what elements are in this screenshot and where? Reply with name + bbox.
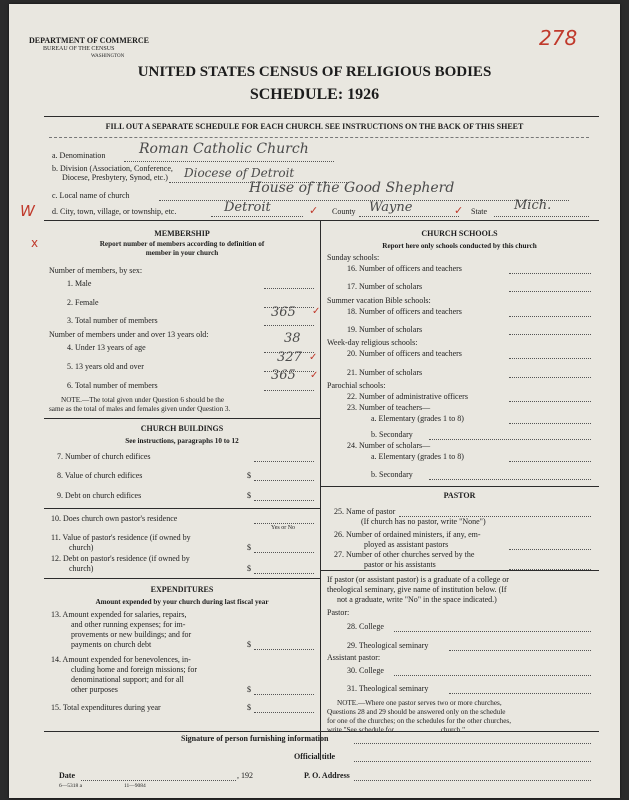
q19: 19. Number of scholars	[347, 325, 423, 334]
q11-dollar: $	[247, 543, 251, 552]
q7-line	[254, 461, 314, 462]
q23: 23. Number of teachers—	[347, 403, 431, 412]
city-line	[211, 216, 303, 217]
q9-dollar: $	[247, 491, 251, 500]
state-label: State	[471, 207, 487, 216]
q28: 28. College	[347, 622, 384, 631]
dashed-rule	[49, 137, 589, 138]
q23b-line	[429, 439, 591, 440]
census-form-sheet	[9, 4, 620, 798]
city-label-field: d. City, town, village, or township, etc.	[52, 207, 177, 216]
buildings-title: CHURCH BUILDINGS	[140, 424, 224, 433]
q14-dollar: $	[247, 685, 251, 694]
red-check-mark-q6: ✓	[310, 370, 319, 381]
q30: 30. College	[347, 666, 384, 675]
q23-secondary: b. Secondary	[371, 430, 413, 439]
q21: 21. Number of scholars	[347, 368, 423, 377]
county-label: County	[332, 207, 356, 216]
weekday-schools-label: Week-day religious schools:	[327, 338, 418, 347]
local-name-line	[159, 200, 569, 201]
pastor-note-2: Questions 28 and 29 should be answered only on the schedule	[327, 708, 506, 716]
city-value: Detroit	[224, 200, 271, 215]
print-number: 11—9084	[124, 783, 146, 789]
schools-title: CHURCH SCHOOLS	[421, 229, 498, 238]
red-check-mark-q5: ✓	[309, 352, 318, 363]
q11-church: church)	[69, 543, 94, 552]
q25-hint: (If church has no pastor, write "None")	[361, 517, 486, 526]
sunday-schools-label: Sunday schools:	[327, 253, 380, 262]
q12-line	[254, 573, 314, 574]
q14-line-3: denominational support; and for all	[71, 675, 184, 684]
q18: 18. Number of officers and teachers	[347, 307, 462, 316]
q23-elementary: a. Elementary (grades 1 to 8)	[371, 414, 464, 423]
summer-schools-label: Summer vacation Bible schools:	[327, 296, 431, 305]
q24: 24. Number of scholars—	[347, 441, 431, 450]
red-check-mark-q3: ✓	[312, 306, 321, 317]
q5-value: 327	[277, 350, 302, 365]
po-address-line	[354, 780, 591, 781]
membership-note-1: NOTE.—The total given under Question 6 should be the	[61, 396, 225, 404]
q3-line	[264, 325, 314, 326]
q28-line	[394, 631, 591, 632]
q13-line-2: and other running expenses; for im-	[71, 620, 186, 629]
division-value: Diocese of Detroit	[184, 166, 295, 180]
q9-debt-edifices: 9. Debt on church edifices	[57, 491, 142, 500]
graduate-note-1: If pastor (or assistant pastor) is a graduate of a college or	[327, 575, 509, 584]
q17-line	[509, 291, 591, 292]
po-address-label: P. O. Address	[304, 771, 350, 780]
yes-or-no-hint: Yes or No	[271, 525, 296, 531]
parochial-schools-label: Parochial schools:	[327, 381, 386, 390]
q24-elementary: a. Elementary (grades 1 to 8)	[371, 452, 464, 461]
q29-line	[449, 650, 591, 651]
residence-rule	[44, 578, 320, 579]
assistant-pastor-label: Assistant pastor:	[327, 653, 381, 662]
handwritten-number-mark: 278	[539, 26, 578, 50]
denomination-line	[124, 161, 334, 162]
q29: 29. Theological seminary	[347, 641, 429, 650]
q23a-line	[509, 423, 591, 424]
membership-title: MEMBERSHIP	[154, 229, 210, 238]
q25: 25. Name of pastor	[334, 507, 396, 516]
section-rule	[44, 220, 599, 221]
bureau-label: BUREAU OF THE CENSUS	[43, 46, 115, 52]
q10-line	[254, 523, 314, 524]
q22-line	[509, 401, 591, 402]
q13-line-4: payments on church debt	[71, 640, 152, 649]
members-by-sex-label: Number of members, by sex:	[49, 266, 143, 275]
q22: 22. Number of administrative officers	[347, 392, 468, 401]
q31-line	[449, 693, 591, 694]
membership-rule	[44, 418, 320, 419]
membership-subtitle-2: member in your church	[145, 249, 219, 257]
official-title-label: Official title	[294, 752, 336, 761]
q21-line	[509, 377, 591, 378]
pastor-title: PASTOR	[443, 491, 476, 500]
q3-value: 365	[271, 305, 296, 320]
q5-over-13: 5. 13 years old and over	[67, 362, 144, 371]
footer-rule	[44, 731, 599, 732]
q24-secondary: b. Secondary	[371, 470, 413, 479]
q15-total: 15. Total expenditures during year	[51, 703, 161, 712]
date-label: Date	[59, 771, 75, 780]
signature-label: Signature of person furnishing information	[181, 734, 329, 743]
county-line	[359, 216, 459, 217]
q19-line	[509, 334, 591, 335]
q1-line	[264, 288, 314, 289]
q11-line	[254, 552, 314, 553]
q13-line-1: 13. Amount expended for salaries, repairs,	[51, 610, 187, 619]
department-label: DEPARTMENT OF COMMERCE	[29, 36, 150, 45]
q16-line	[509, 273, 591, 274]
q9-line	[254, 500, 314, 501]
age-header: Number of members under and over 13 years old:	[49, 330, 209, 339]
pastor-note-1: NOTE.—Where one pastor serves two or more churches,	[337, 699, 502, 707]
division-label-2: Diocese, Presbytery, Synod, etc.)	[62, 173, 168, 182]
division-label: b. Division (Association, Conference,	[52, 164, 173, 173]
buildings-subtitle: See instructions, paragraphs 10 to 12	[125, 437, 239, 445]
q6-line	[264, 390, 314, 391]
q15-line	[254, 712, 314, 713]
denomination-value: Roman Catholic Church	[139, 141, 309, 157]
q16: 16. Number of officers and teachers	[347, 264, 462, 273]
margin-mark-w: W	[20, 202, 35, 220]
pastor-rule	[320, 570, 599, 571]
q18-line	[509, 316, 591, 317]
membership-subtitle-1: Report number of members according to definition of	[99, 240, 265, 248]
q3-total: 3. Total number of members	[67, 316, 158, 325]
q1-male: 1. Male	[67, 279, 92, 288]
q10-owns-residence: 10. Does church own pastor's residence	[51, 514, 178, 523]
q26-line-1: 26. Number of ordained ministers, if any, em-	[334, 530, 481, 539]
q13-line	[254, 649, 314, 650]
local-name-value: House of the Good Shepherd	[249, 180, 455, 196]
q11-value-residence: 11. Value of pastor's residence (if owned by	[51, 533, 191, 542]
graduate-note-2: theological seminary, give name of institution below. (If	[327, 585, 507, 594]
q13-dollar: $	[247, 640, 251, 649]
q31: 31. Theological seminary	[347, 684, 429, 693]
city-label: WASHINGTON	[91, 54, 125, 59]
q13-line-3: provements or new buildings; and for	[71, 630, 192, 639]
red-check-mark-city: ✓	[309, 204, 319, 217]
red-check-mark-county: ✓	[454, 204, 464, 217]
form-number: 6—5318 a	[59, 783, 83, 789]
year-label: , 192	[237, 771, 253, 780]
q20: 20. Number of officers and teachers	[347, 349, 462, 358]
q7-edifices: 7. Number of church edifices	[57, 452, 151, 461]
q30-line	[394, 675, 591, 676]
q12-church: church)	[69, 564, 94, 573]
expenditures-title: EXPENDITURES	[150, 585, 214, 594]
instruction-line: FILL OUT A SEPARATE SCHEDULE FOR EACH CHURCH. SEE INSTRUCTIONS ON THE BACK OF THIS SHEET	[105, 122, 524, 131]
q6-value: 365	[271, 368, 296, 383]
buildings-rule	[44, 508, 320, 509]
q8-value-edifices: 8. Value of church edifices	[57, 471, 143, 480]
graduate-note-3: not a graduate, write "No" in the space indicated.)	[337, 595, 497, 604]
q24a-line	[509, 461, 591, 462]
q14-line-2: cluding home and foreign missions; for	[71, 665, 197, 674]
q12-dollar: $	[247, 564, 251, 573]
q2-female: 2. Female	[67, 298, 99, 307]
q24b-line	[429, 479, 591, 480]
q20-line	[509, 358, 591, 359]
column-divider	[320, 220, 321, 760]
schools-subtitle: Report here only schools conducted by this church	[382, 242, 537, 250]
q14-line	[254, 694, 314, 695]
q14-line-4: other purposes	[71, 685, 118, 694]
q4-under-13: 4. Under 13 years of age	[67, 343, 146, 352]
local-name-label: c. Local name of church	[52, 191, 130, 200]
schedule-title: SCHEDULE: 1926	[249, 86, 380, 103]
state-value: Mich.	[514, 198, 552, 213]
denomination-label: a. Denomination	[52, 151, 106, 160]
q14-line-1: 14. Amount expended for benevolences, in-	[51, 655, 191, 664]
q6-total: 6. Total number of members	[67, 381, 158, 390]
q27-line-1: 27. Number of other churches served by the	[334, 550, 475, 559]
schools-rule	[320, 486, 599, 487]
q26-line-2: ployed as assistant pastors	[364, 540, 449, 549]
q12-debt-residence: 12. Debt on pastor's residence (if owned by	[51, 554, 190, 563]
membership-note-2: same as the total of males and females given under Question 3.	[49, 405, 231, 413]
q4-value: 38	[284, 331, 301, 346]
q17: 17. Number of scholars	[347, 282, 423, 291]
county-value: Wayne	[369, 200, 413, 215]
pastor-note-3: for one of the churches; on the schedules for the other churches,	[327, 717, 512, 725]
date-line	[81, 780, 236, 781]
top-rule	[44, 116, 599, 117]
pastor-note-4: write "See schedule for ........................ church."	[327, 726, 466, 734]
expenditures-subtitle: Amount expended by your church during last fiscal year	[95, 598, 269, 606]
official-title-line	[354, 761, 591, 762]
form-title: UNITED STATES CENSUS OF RELIGIOUS BODIES	[137, 64, 492, 80]
signature-line	[354, 743, 591, 744]
q8-dollar: $	[247, 471, 251, 480]
state-line	[494, 216, 589, 217]
margin-mark-x: x	[31, 236, 39, 250]
q26-line	[509, 549, 591, 550]
q8-line	[254, 480, 314, 481]
q27-line-2: pastor or his assistants	[364, 560, 436, 569]
pastor-label: Pastor:	[327, 608, 350, 617]
q15-dollar: $	[247, 703, 251, 712]
